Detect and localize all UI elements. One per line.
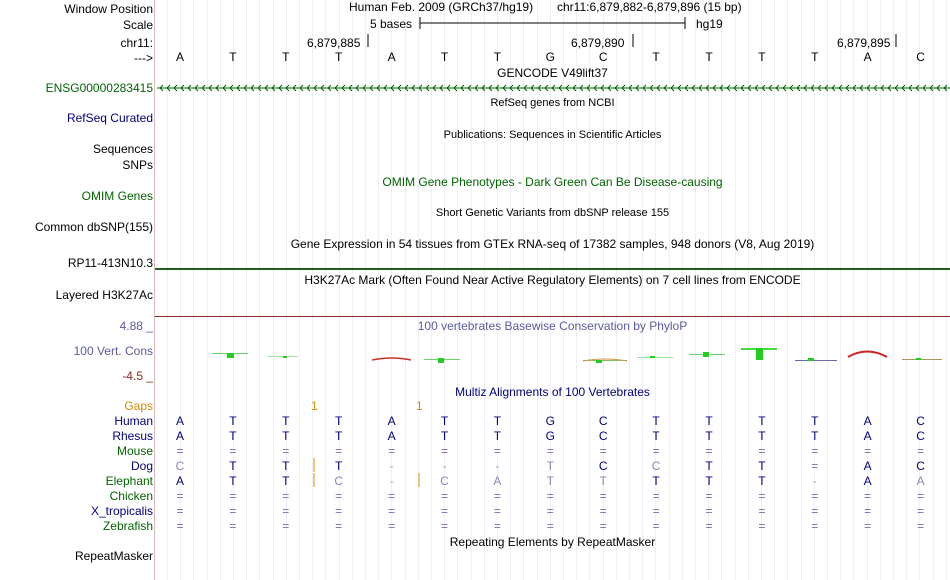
base-letter: T [282,50,290,64]
alignment-base: T [282,459,290,473]
alignment-base: = [864,489,872,503]
alignment-base: C [916,414,925,428]
refseq-track-title: RefSeq genes from NCBI [490,97,615,109]
alignment-base: = [917,519,925,533]
coord-tick-2: 6,879,890 [571,36,625,50]
alignment-base: C [334,474,344,488]
alignment-base: = [599,504,607,518]
multiz-track-title: Multiz Alignments of 100 Vertebrates [455,385,650,399]
base-letter: A [863,50,872,64]
species-label-chicken[interactable]: Chicken [109,489,153,503]
alignment-base: = [493,504,501,518]
alignment-base: T [705,414,713,428]
alignment-base: T [546,474,554,488]
coord-tick-1: 6,879,885 [307,36,361,50]
ensg-gene-feature [157,85,950,91]
alignment-base: = [282,519,290,533]
alignment-base: T [440,429,449,443]
alignment-base: = [282,504,290,518]
repeatmasker-label[interactable]: RepeatMasker [74,549,153,563]
rp11-gene-label[interactable]: RP11-413N10.3 [67,256,153,270]
alignment-base: T [493,429,502,443]
alignment-base: = [917,444,925,458]
alignment-base: = [440,444,448,458]
alignment-base: T [705,459,713,473]
alignment-base: = [758,444,766,458]
chrom-label: chr11: [120,36,153,50]
alignment-base: A [387,414,396,428]
gap-count-1: 1 [311,399,318,413]
alignment-base: - [812,474,817,488]
alignment-base: = [282,444,290,458]
alignment-base: = [758,489,766,503]
cons-min-label: -4.5 _ [122,369,153,383]
alignment-base: = [599,444,607,458]
alignment-base: T [493,414,502,428]
alignment-base: = [705,519,713,533]
alignment-base: T [546,459,554,473]
alignment-base: = [440,504,448,518]
species-label-zebrafish[interactable]: Zebrafish [102,519,153,533]
phylop-bars [212,348,942,363]
alignment-base: A [493,474,502,488]
alignment-base: T [282,429,290,443]
alignment-base: A [175,414,184,428]
base-letter: T [652,50,660,64]
base-letter: T [705,50,713,64]
alignment-base: = [493,519,501,533]
alignment-base: = [388,504,396,518]
alignment-base: = [282,489,290,503]
alignment-base: = [758,504,766,518]
ensg-gene-label[interactable]: ENSG00000283415 [45,81,153,95]
alignment-base: = [546,489,554,503]
strand-arrow-label[interactable]: ---> [134,51,153,65]
alignment-base: = [176,444,184,458]
alignment-base: = [917,504,925,518]
dbsnp-track-title: Short Genetic Variants from dbSNP release 155 [435,207,670,219]
sequences-label[interactable]: Sequences [92,142,153,156]
alignment-base: = [229,444,237,458]
snps-label[interactable]: SNPs [122,158,153,172]
base-letter: T [493,50,502,64]
alignment-base: C [598,414,608,428]
species-label-x_tropicalis[interactable]: X_tropicalis [90,504,153,518]
alignment-base: = [388,519,396,533]
species-label-human[interactable]: Human [114,414,153,428]
omim-genes-label[interactable]: OMIM Genes [81,189,153,203]
alignment-base: = [864,444,872,458]
alignment-base: = [811,459,819,473]
alignment-base: T [758,459,766,473]
alignment-base: T [229,414,237,428]
scale-bar [420,17,685,29]
assembly-title: Human Feb. 2009 (GRCh37/hg19) [349,0,534,14]
alignment-base: = [176,504,184,518]
alignment-base: = [917,489,925,503]
refseq-curated-label[interactable]: RefSeq Curated [66,111,153,125]
alignment-base: T [229,474,237,488]
omim-track-title: OMIM Gene Phenotypes - Dark Green Can Be Disease-causing [382,175,723,189]
alignment-base: = [652,519,660,533]
gencode-track-title: GENCODE V49lift37 [497,66,608,80]
alignment-base: T [599,474,607,488]
scale-db: hg19 [696,17,723,31]
species-label-elephant[interactable]: Elephant [105,474,153,488]
alignment-base: = [440,489,448,503]
base-letter: T [229,50,237,64]
alignment-base: = [599,489,607,503]
alignment-base: T [758,414,766,428]
alignment-base: = [864,519,872,533]
alignment-base: = [652,504,660,518]
alignment-base: A [175,474,184,488]
alignment-base: - [389,459,394,473]
phylop-track-title: 100 vertebrates Basewise Conservation by PhyloP [417,319,688,333]
alignment-base: = [493,489,501,503]
alignment-base: T [652,474,660,488]
alignment-base: = [335,489,343,503]
layered-h3k27ac-label[interactable]: Layered H3K27Ac [55,288,153,302]
alignment-base: A [175,429,184,443]
gtex-track-title: Gene Expression in 54 tissues from GTEx RNA-seq of 17382 samples, 948 donors (V8, Aug 2019) [290,237,815,251]
alignment-base: = [599,519,607,533]
alignment-base: - [389,474,394,488]
alignment-base: C [916,459,925,473]
alignment-base: = [758,519,766,533]
alignment-base: = [811,444,819,458]
alignment-base: = [811,504,819,518]
alignment-base: = [811,489,819,503]
base-letter: G [545,50,555,64]
alignment-base: G [545,414,555,428]
position-readout: chr11:6,879,882-6,879,896 (15 bp) [557,0,742,14]
alignment-base: C [598,459,608,473]
base-letter: A [175,50,184,64]
alignment-base: T [705,429,713,443]
base-letter: T [758,50,766,64]
alignment-base: = [811,519,819,533]
vert-cons-label[interactable]: 100 Vert. Cons [73,344,153,358]
h3k27ac-track-title: H3K27Ac Mark (Often Found Near Active Regulatory Elements) on 7 cell lines from ENCODE [304,273,801,287]
alignment-base: A [863,429,872,443]
alignment-base: = [546,504,554,518]
cons-max-label: 4.88 _ [119,319,153,333]
alignment-base: = [864,504,872,518]
coord-ticks [368,34,896,47]
alignment-base: = [229,504,237,518]
gap-count-2: 1 [416,399,423,413]
alignment-base: = [335,504,343,518]
alignment-base: = [440,519,448,533]
coord-tick-3: 6,879,895 [837,36,891,50]
species-label-dog[interactable]: Dog [130,459,153,473]
alignment-base: = [705,444,713,458]
base-letter: C [916,50,925,64]
alignment-base: = [493,444,501,458]
alignment-base: A [387,429,396,443]
alignment-base: T [335,459,343,473]
base-letter: T [335,50,343,64]
alignment-base: = [652,489,660,503]
alignment-base: = [546,444,554,458]
alignment-base: T [229,459,237,473]
publications-track-title: Publications: Sequences in Scientific Articles [443,129,662,141]
base-letter: C [598,50,608,64]
alignment-base: T [282,414,290,428]
alignment-base: C [916,429,925,443]
alignment-base: = [176,489,184,503]
alignment-base: = [546,519,554,533]
repeatmasker-track-title: Repeating Elements by RepeatMasker [449,535,656,549]
alignment-base: C [598,429,608,443]
alignment-base: C [651,459,661,473]
common-dbsnp-label[interactable]: Common dbSNP(155) [34,220,153,234]
alignment-base: T [652,414,660,428]
alignment-base: T [335,414,343,428]
alignment-base: - [442,459,447,473]
alignment-base: T [811,429,819,443]
alignment-base: A [863,459,872,473]
gaps-label[interactable]: Gaps [124,399,153,413]
alignment-base: T [652,429,660,443]
alignment-base: = [388,489,396,503]
alignment-base: = [176,519,184,533]
alignment-base: C [440,474,449,488]
species-label-mouse[interactable]: Mouse [116,444,153,458]
alignment-base: T [705,474,713,488]
alignment-base: T [758,429,766,443]
alignment-base: A [863,414,872,428]
alignment-base: = [705,504,713,518]
alignment-base: T [282,474,290,488]
alignment-base: = [705,489,713,503]
scale-text: 5 bases [370,17,413,31]
alignment-base: T [229,429,237,443]
alignment-base: T [440,414,449,428]
window-position-label: Window Position [64,2,153,16]
alignment-base: G [545,429,555,443]
alignment-base: A [863,474,872,488]
alignment-base: T [758,474,766,488]
scale-label: Scale [122,18,153,32]
base-letter: A [387,50,396,64]
alignment-base: = [652,444,660,458]
alignment-base: = [388,444,396,458]
alignment-base: T [811,414,819,428]
alignment-base: A [916,474,925,488]
base-letter: T [440,50,449,64]
gap-markers [314,458,419,487]
base-letter: T [811,50,819,64]
alignment-base: = [335,519,343,533]
alignment-base: = [229,519,237,533]
species-label-rhesus[interactable]: Rhesus [112,429,153,443]
alignment-base: - [495,459,500,473]
alignment-base: T [335,429,343,443]
alignment-base: = [335,444,343,458]
alignment-base: = [229,489,237,503]
alignment-base: C [175,459,185,473]
